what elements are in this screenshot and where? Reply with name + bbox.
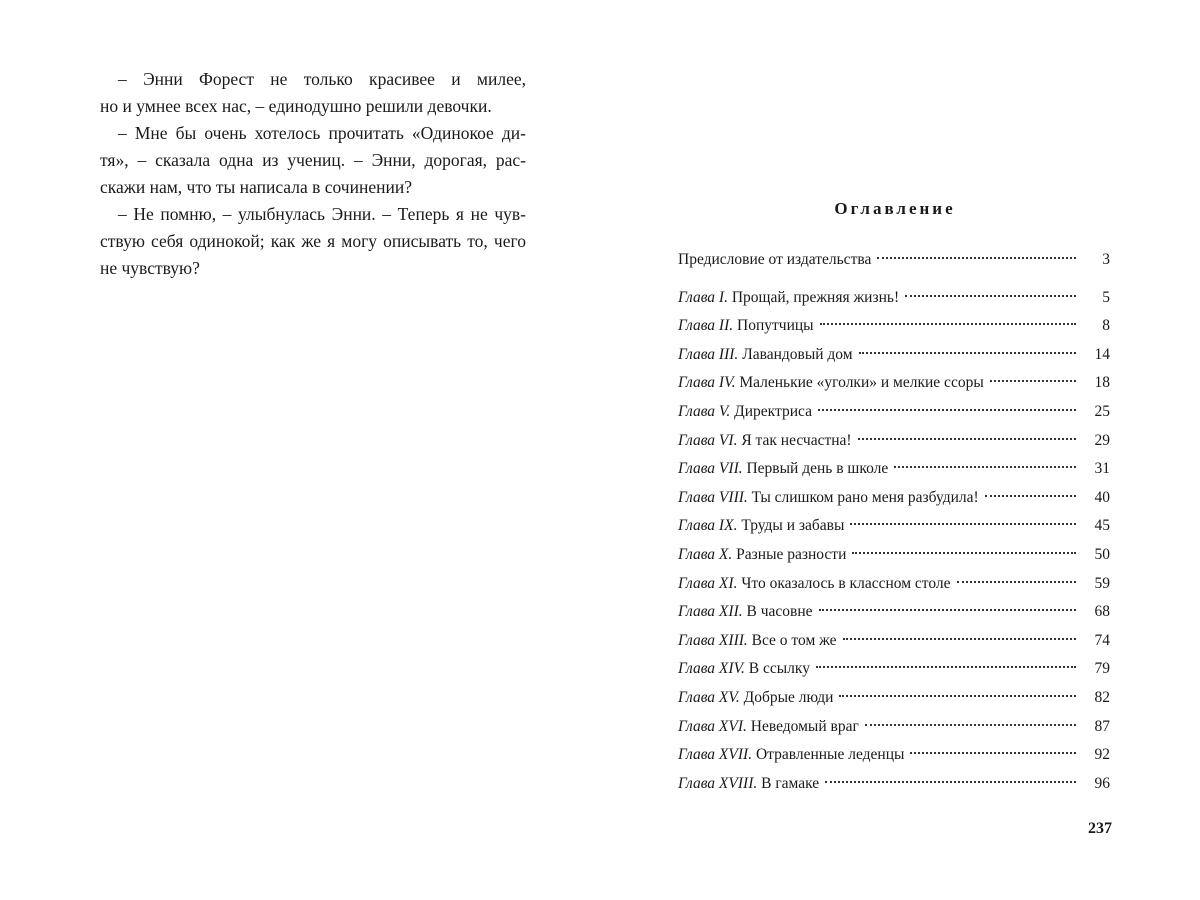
toc-row xyxy=(678,541,1110,570)
chapter-title: Труды и забавы xyxy=(741,517,845,535)
dot-leader xyxy=(894,466,1076,468)
toc-row xyxy=(678,312,1110,341)
chapter-title: Ты слишком рано меня разбудила! xyxy=(751,488,979,506)
text-line: – Не помню, – улыбнулась Энни. – Теперь я не чув- xyxy=(118,204,526,224)
chapter-prefix: Глава XII. xyxy=(678,603,743,621)
chapter-title: Директриса xyxy=(734,402,812,420)
chapter-title: Добрые люди xyxy=(743,688,834,706)
chapter-title: Неведомый враг xyxy=(750,717,859,735)
chapter-title: В гамаке xyxy=(761,774,820,792)
chapter-prefix: Глава XIV. xyxy=(678,660,745,678)
toc-entry-title xyxy=(678,541,846,570)
text-line: скажи нам, что ты написала в сочинении? xyxy=(100,177,412,197)
toc-entry-title xyxy=(678,627,837,656)
left-page-text xyxy=(100,66,526,282)
toc-page-number: 25 xyxy=(1094,402,1110,420)
toc-row xyxy=(678,284,1110,313)
chapter-prefix: Глава IX. xyxy=(678,517,738,535)
toc-page-number: 40 xyxy=(1094,488,1110,506)
dot-leader xyxy=(818,409,1076,411)
text-line: но и умнее всех нас, – единодушно решили девочки. xyxy=(100,96,492,116)
toc-entry-title xyxy=(678,655,810,684)
dot-leader xyxy=(957,581,1077,583)
page-number: 237 xyxy=(1088,820,1112,837)
toc-page-number: 45 xyxy=(1094,517,1110,535)
toc-row xyxy=(678,427,1110,456)
toc-entry-title xyxy=(678,341,853,370)
dot-leader xyxy=(877,257,1076,259)
chapter-prefix: Глава XV. xyxy=(678,688,740,706)
chapter-prefix: Глава X. xyxy=(678,545,733,563)
toc-entry-title xyxy=(678,284,899,313)
text-line: – Энни Форест не только красивее и милее, xyxy=(118,69,526,89)
chapter-title: Разные разности xyxy=(736,545,847,563)
toc-row xyxy=(678,741,1110,770)
chapter-prefix: Глава VI. xyxy=(678,431,738,449)
dot-leader xyxy=(858,438,1076,440)
toc-entry-title xyxy=(678,770,819,799)
chapter-prefix: Глава I. xyxy=(678,288,728,306)
toc-page-number: 82 xyxy=(1094,688,1110,706)
dot-leader xyxy=(850,523,1076,525)
chapter-title: В ссылку xyxy=(748,660,810,678)
toc-page-number: 5 xyxy=(1102,288,1110,306)
toc-row xyxy=(678,655,1110,684)
toc-entry-title xyxy=(678,455,888,484)
dot-leader xyxy=(820,323,1076,325)
chapter-prefix: Глава V. xyxy=(678,402,731,420)
text-line: – Мне бы очень хотелось прочитать «Одинокое ди- xyxy=(118,123,526,143)
toc-row xyxy=(678,341,1110,370)
dot-leader xyxy=(825,781,1076,783)
chapter-prefix: Глава VIII. xyxy=(678,488,748,506)
toc-entry-title xyxy=(678,427,852,456)
toc-entry-title xyxy=(678,598,813,627)
dot-leader xyxy=(910,752,1076,754)
toc-row xyxy=(678,484,1110,513)
toc-page-number: 74 xyxy=(1094,631,1110,649)
toc-row xyxy=(678,398,1110,427)
toc-row xyxy=(678,455,1110,484)
toc-page-number: 50 xyxy=(1094,545,1110,563)
toc-entry-title xyxy=(678,484,979,513)
dot-leader xyxy=(839,695,1076,697)
text-line: тя», – сказала одна из учениц. – Энни, дорогая, рас- xyxy=(100,150,526,170)
toc-page-number: 68 xyxy=(1094,603,1110,621)
chapter-prefix: Глава XIII. xyxy=(678,631,748,649)
toc-page-number: 31 xyxy=(1094,460,1110,478)
dot-leader xyxy=(859,352,1076,354)
toc-entry-title xyxy=(678,713,859,742)
dot-leader xyxy=(816,666,1076,668)
toc-entry-title xyxy=(678,369,984,398)
toc-row-preface xyxy=(678,246,1110,275)
toc-page-number: 14 xyxy=(1094,345,1110,363)
chapter-title: Маленькие «уголки» и мелкие ссоры xyxy=(739,374,984,392)
toc-page-number: 87 xyxy=(1094,717,1110,735)
toc-page-number: 79 xyxy=(1094,660,1110,678)
toc-entry-title xyxy=(678,398,812,427)
chapter-title: В часовне xyxy=(746,603,813,621)
chapter-prefix: Глава XI. xyxy=(678,574,738,592)
dot-leader xyxy=(905,295,1076,297)
chapter-title: Прощай, прежняя жизнь! xyxy=(731,288,900,306)
text-line: ствую себя одинокой; как же я могу описывать то, чего xyxy=(100,231,526,251)
chapter-prefix: Глава III. xyxy=(678,345,739,363)
dot-leader xyxy=(985,495,1076,497)
toc-entry-title xyxy=(678,312,814,341)
toc-row xyxy=(678,770,1110,799)
toc-entry-title xyxy=(678,684,833,713)
toc-page-number: 96 xyxy=(1094,774,1110,792)
chapter-title: Все о том же xyxy=(751,631,837,649)
toc-entry-title xyxy=(678,570,951,599)
text-line: не чувствую? xyxy=(100,258,200,278)
toc-row xyxy=(678,512,1110,541)
dot-leader xyxy=(990,380,1076,382)
chapter-prefix: Глава XVI. xyxy=(678,717,747,735)
toc-page-number: 18 xyxy=(1094,374,1110,392)
toc-row xyxy=(678,627,1110,656)
dot-leader xyxy=(819,609,1077,611)
chapter-prefix: Глава VII. xyxy=(678,460,743,478)
chapter-prefix: Глава IV. xyxy=(678,374,736,392)
toc-title: Оглавление xyxy=(834,199,956,218)
toc-page-number: 92 xyxy=(1094,746,1110,764)
chapter-prefix: Глава XVIII. xyxy=(678,774,758,792)
table-of-contents xyxy=(678,246,1110,798)
toc-page-number: 3 xyxy=(1102,251,1110,268)
chapter-prefix: Глава XVII. xyxy=(678,746,753,764)
toc-row xyxy=(678,369,1110,398)
toc-page-number: 8 xyxy=(1102,317,1110,335)
chapter-title: Отравленные леденцы xyxy=(755,746,905,764)
chapter-title: Я так несчастна! xyxy=(741,431,852,449)
toc-entry-title xyxy=(678,741,904,770)
chapter-prefix: Глава II. xyxy=(678,317,734,335)
chapter-title: Что оказалось в классном столе xyxy=(741,574,951,592)
toc-row xyxy=(678,713,1110,742)
toc-row xyxy=(678,684,1110,713)
dot-leader xyxy=(865,724,1076,726)
dot-leader xyxy=(843,638,1076,640)
chapter-title: Первый день в школе xyxy=(746,460,889,478)
toc-row xyxy=(678,570,1110,599)
chapter-title: Попутчицы xyxy=(737,317,814,335)
toc-page-number: 29 xyxy=(1094,431,1110,449)
chapter-title: Лавандовый дом xyxy=(742,345,853,363)
dot-leader xyxy=(852,552,1076,554)
toc-entry-title: Предисловие от издательства xyxy=(678,251,872,268)
toc-row xyxy=(678,598,1110,627)
toc-page-number: 59 xyxy=(1094,574,1110,592)
toc-entry-title xyxy=(678,512,844,541)
